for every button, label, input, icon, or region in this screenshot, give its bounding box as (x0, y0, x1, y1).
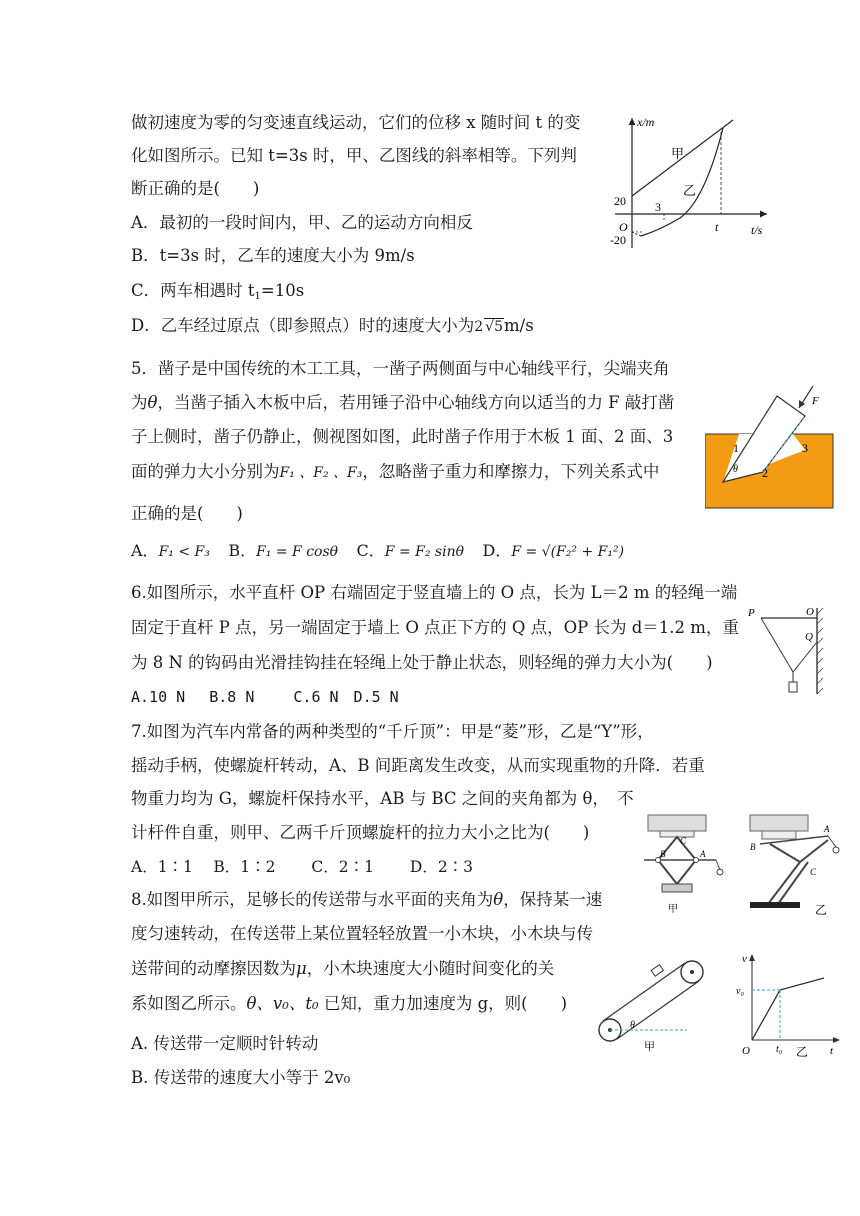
q5-chisel-diagram (705, 376, 835, 511)
q4-option-c (131, 280, 304, 308)
y-tick-20: 20 (614, 194, 626, 208)
q5-options: A．F₁ < F₃ B．F₁ = F cosθ C．F = F₂ sinθ D．F = √(F₂² + F₁²) (131, 541, 625, 560)
svg-text:B: B (660, 849, 666, 859)
q5-line-2: 为θ，当凿子插入木板中后，若用锤子沿中心轴线方向以适当的力 F 敲打凿 (131, 393, 675, 412)
q7-line-3: 物重力均为 G，螺旋杆保持水平，AB 与 BC 之间的夹角都为 θ， 不 (131, 789, 634, 808)
rope-left (761, 618, 793, 672)
q8-line-4: 系如图乙所示。θ、v₀、t₀ 已知，重力加速度为 g，则( ) (131, 994, 568, 1013)
q4-option-d-coef: 2 (474, 319, 484, 335)
q4-option-d-pre: D．乙车经过原点（即参照点）时的速度大小为 (131, 316, 475, 335)
yi-curve (641, 128, 723, 236)
q4-option-d (131, 315, 534, 338)
q5-line-3: 子上侧时，凿子仍静止，侧视图如图，此时凿子作用于木板 1 面、2 面、3 (131, 427, 674, 446)
weight (789, 682, 797, 692)
belt-caption: 甲 (644, 1041, 655, 1053)
q4-xt-graph (605, 108, 775, 258)
q7-line-2: 摇动手柄，使螺旋杆转动，A、B 间距离发生改变，从而实现重物的升降．若重 (131, 756, 705, 775)
jack-yi (750, 815, 839, 917)
label-p: P (748, 607, 755, 619)
q8-option-a: A. 传送带一定顺时针转动 (131, 1034, 319, 1053)
q7-options: A．1∶1 B．1∶2 C．2∶1 D．2∶3 (131, 858, 474, 876)
q4-option-d-unit: m/s (504, 316, 534, 335)
force-arrow-head (799, 400, 805, 408)
q5-line-1: 5．凿子是中国传统的木工工具，一凿子两侧面与中心轴线平行，尖端夹角 (131, 359, 670, 378)
q7-line-1: 7.如图为汽车内常备的两种类型的“千斤顶”：甲是“菱”形，乙是“Y”形， (131, 722, 654, 741)
q4-option-d-radicand: √5 (485, 319, 503, 335)
q4-line-3: 断正确的是( ) (131, 179, 260, 198)
svg-text:A: A (700, 849, 706, 859)
q8-option-b: B. 传送带的速度大小等于 2v₀ (131, 1068, 351, 1087)
q6-line-3: 为 8 N 的钩码由光滑挂钩挂在轻绳上处于静止状态，则轻绳的弹力大小为( ) (131, 653, 713, 672)
q7-line-4: 计杆件自重，则甲、乙两千斤顶螺旋杆的拉力大小之比为( ) (131, 823, 590, 842)
yi-caption: 乙 (815, 903, 828, 917)
face-3: 3 (802, 441, 808, 455)
label-q: Q (805, 631, 813, 643)
svg-text:t₀: t₀ (776, 1044, 783, 1055)
q4-line-2: 化如图所示。已知 t=3s 时，甲、乙图线的斜率相等。下列判 (131, 146, 577, 165)
q8-diagrams (592, 950, 847, 1060)
svg-text:C: C (680, 836, 687, 846)
vt-caption: 乙 (796, 1045, 809, 1059)
ylabel: x/m (637, 115, 655, 129)
q4-option-c-post: =10s (260, 281, 305, 300)
q4-option-c-pre: C．两车相遇时 t (131, 281, 255, 300)
rope-right (793, 642, 817, 672)
q5-line-4: 面的弹力大小分别为F₁ 、F₂ 、F₃，忽略凿子重力和摩擦力，下列关系式中 (131, 462, 660, 481)
vt-graph (736, 953, 840, 1059)
q6-line-1: 6.如图所示，水平直杆 OP 右端固定于竖直墙上的 O 点，长为 L＝2 m 的轻绳一端 (131, 583, 738, 602)
q6-line-2: 固定于直杆 P 点，另一端固定于墙上 O 点正下方的 Q 点，OP 长为 d＝1.2 m，重 (131, 618, 739, 637)
face-2: 2 (762, 466, 768, 480)
x-tick-t: t (715, 220, 719, 234)
yi-label: 乙 (683, 183, 697, 198)
svg-text:C: C (810, 867, 817, 877)
q7-jack-diagrams (640, 812, 855, 924)
origin-label: O (619, 220, 628, 234)
force-label: F (812, 395, 819, 407)
svg-text:θ: θ (630, 1020, 635, 1031)
q6-rope-diagram (745, 604, 830, 699)
q8-line-1: 8.如图甲所示，足够长的传送带与水平面的夹角为θ，保持某一速 (131, 890, 603, 909)
svg-text:A: A (824, 824, 830, 834)
x-tick-3: 3 (655, 200, 661, 214)
xlabel: t/s (751, 223, 763, 237)
conveyor-belt (599, 961, 703, 1053)
svg-text:O: O (742, 1045, 750, 1057)
svg-text:v: v (742, 953, 747, 965)
q4-option-b: B．t=3s 时，乙车的速度大小为 9m/s (131, 246, 415, 265)
q4-line-1: 做初速度为零的匀变速直线运动，它们的位移 x 随时间 t 的变 (131, 113, 581, 132)
jia-caption: 甲 (668, 904, 678, 915)
q8-line-3: 送带间的动摩擦因数为μ，小木块速度大小随时间变化的关 (131, 959, 555, 978)
q6-options: A.10 N B.8 N C.6 N D.5 N (131, 688, 399, 706)
svg-text:t: t (830, 1045, 834, 1057)
jia-label: 甲 (671, 146, 685, 161)
q5-line-5: 正确的是( ) (131, 504, 243, 523)
label-o: O (806, 606, 814, 618)
jack-jia (644, 815, 723, 915)
svg-text:B: B (750, 842, 756, 852)
theta-label: θ (733, 464, 738, 475)
q4-option-a: A．最初的一段时间内，甲、乙的运动方向相反 (131, 213, 473, 232)
yi-curve-dashed (632, 232, 641, 236)
svg-text:v₀: v₀ (736, 986, 744, 997)
y-tick-neg20: -20 (610, 233, 626, 247)
q8-line-2: 度匀速转动，在传送带上某位置轻轻放置一小木块，小木块与传 (131, 924, 593, 943)
face-1: 1 (733, 441, 739, 455)
q4-option-c-sub: 1 (254, 291, 261, 302)
wall-hatch (817, 608, 823, 694)
